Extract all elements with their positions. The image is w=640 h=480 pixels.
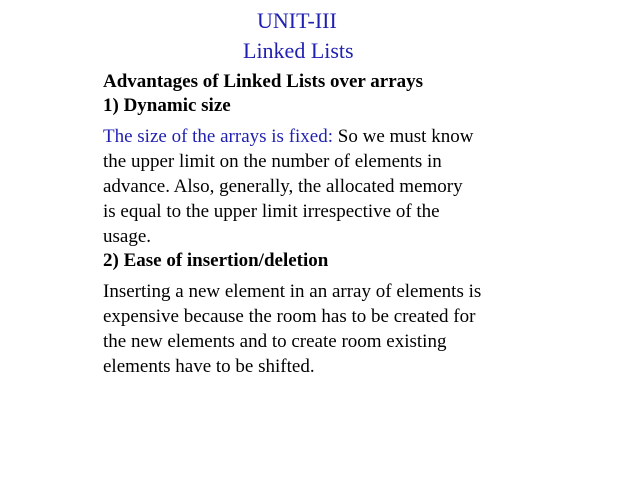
section1-highlight: The size of the arrays is fixed: bbox=[103, 126, 334, 147]
section1-paragraph bbox=[103, 124, 603, 249]
section1-line-4: is equal to the upper limit irrespective of the bbox=[103, 201, 440, 222]
section1-line-2: the upper limit on the number of elements in bbox=[103, 151, 442, 172]
section2-line-1: Inserting a new element in an array of elements is bbox=[103, 281, 482, 302]
section1-line-1 bbox=[103, 124, 603, 149]
section1-line-5: usage. bbox=[103, 226, 152, 247]
section1-heading: 1) Dynamic size bbox=[103, 95, 231, 116]
section2-line-2: expensive because the room has to be created for bbox=[103, 306, 476, 327]
section2-paragraph bbox=[103, 279, 603, 379]
section1-line-3: advance. Also, generally, the allocated memory bbox=[103, 176, 463, 197]
section2-line-4: elements have to be shifted. bbox=[103, 356, 315, 377]
section2-line-3: the new elements and to create room existing bbox=[103, 331, 447, 352]
title-unit: UNIT-III bbox=[257, 8, 337, 33]
slide-content bbox=[103, 70, 603, 379]
main-heading: Advantages of Linked Lists over arrays bbox=[103, 71, 424, 92]
section2-heading: 2) Ease of insertion/deletion bbox=[103, 250, 329, 271]
title-topic: Linked Lists bbox=[243, 38, 354, 63]
section1-line-1-rest: So we must know bbox=[333, 126, 474, 147]
